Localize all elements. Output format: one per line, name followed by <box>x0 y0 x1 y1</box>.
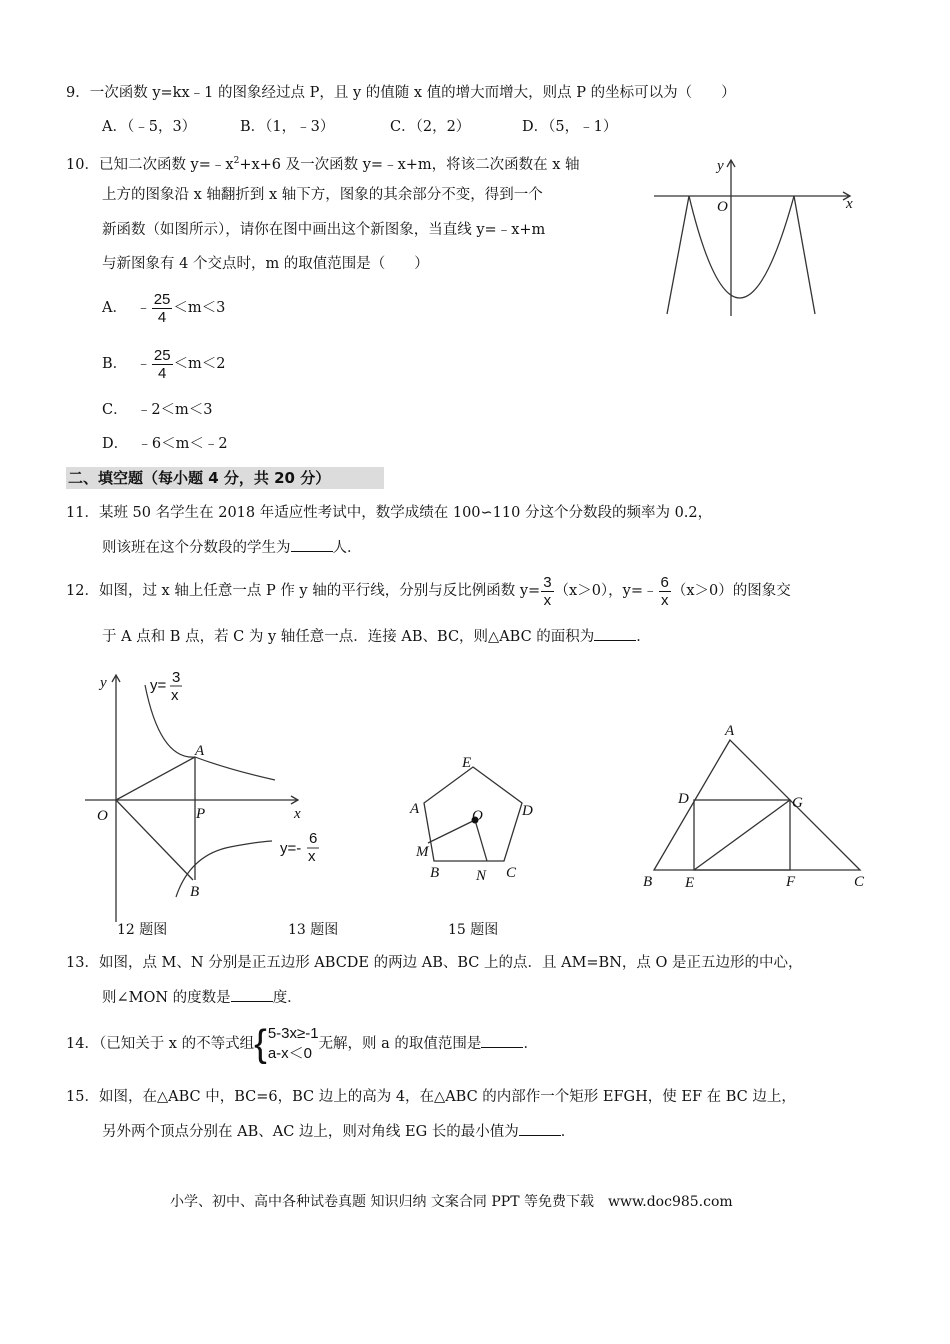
q13-line-2: 则∠MON 的度数是 度． <box>102 987 302 1008</box>
caption-fig12: 12 题图 <box>117 922 168 938</box>
q10-line-2: 上方的图象沿 x 轴翻折到 x 轴下方，图象的其余部分不变，得到一个 <box>102 187 543 203</box>
q13-pentagon-figure <box>400 755 550 885</box>
section-header: 二、填空题（每小题 4 分，共 20 分） <box>66 467 384 489</box>
answer-blank <box>291 537 333 552</box>
svg-text:C: C <box>854 874 865 890</box>
q10-option-a: A． ﹣ $\frac{25}{4}$ ＜m＜3 <box>102 290 226 326</box>
answer-blank <box>481 1033 523 1048</box>
inequality-system: { 5-3x≥-1 a-x＜0 <box>254 1023 319 1065</box>
svg-text:D: D <box>522 803 533 819</box>
page-footer: 小学、初中、高中各种试卷真题 知识归纳 文案合同 PPT 等免费下载 www.doc985.com <box>170 1194 733 1210</box>
fraction: $\frac{25}{4}$ <box>153 290 171 326</box>
q15-line-1: 15．如图，在△ABC 中，BC=6，BC 边上的高为 4，在△ABC 的内部作一个矩形 EFGH，使 EF 在 BC 边上， <box>66 1089 796 1105</box>
q10-option-b: B． ﹣ $\frac{25}{4}$ ＜m＜2 <box>102 346 226 382</box>
svg-text:y: y <box>717 158 724 174</box>
svg-text:x: x <box>846 196 853 212</box>
svg-text:B: B <box>430 865 440 881</box>
svg-text:A: A <box>725 723 735 739</box>
caption-fig13: 13 题图 <box>288 922 339 938</box>
svg-text:P: P <box>196 806 206 822</box>
svg-text:G: G <box>792 795 803 811</box>
q10-parabola-figure <box>640 150 870 320</box>
svg-text:O: O <box>472 808 483 824</box>
q9-stem: 9．一次函数 y=kx﹣1 的图象经过点 P，且 y 的值随 x 值的增大而增大，则点 P 的坐标可以为（ ） <box>66 85 736 101</box>
q9-option-d: D．（5，﹣1） <box>522 119 618 135</box>
answer-blank <box>594 626 636 641</box>
q9-option-c: C．（2，2） <box>390 119 471 135</box>
fraction: $\frac{3}{x}$ <box>543 573 552 609</box>
svg-text:O: O <box>717 199 728 215</box>
svg-text:B: B <box>190 884 200 900</box>
q11-line-1: 11．某班 50 名学生在 2018 年适应性考试中，数学成绩在 100∽110 分这个分数段的频率为 0.2， <box>66 505 713 521</box>
svg-text:6: 6 <box>309 830 318 847</box>
fraction: $\frac{6}{x}$ <box>660 573 669 609</box>
brace-icon: { <box>254 1023 267 1065</box>
q13-line-1: 13．如图，点 M、N 分别是正五边形 ABCDE 的两边 AB、BC 上的点．且 AM=BN，点 O 是正五边形的中心， <box>66 955 803 971</box>
q9-option-b: B．（1，﹣3） <box>240 119 335 135</box>
svg-text:N: N <box>476 868 487 884</box>
svg-text:y=: y= <box>150 677 167 694</box>
svg-text:C: C <box>506 865 517 881</box>
svg-text:D: D <box>678 791 689 807</box>
q9-option-a: A．（﹣5，3） <box>102 119 197 135</box>
q12-line-2: 于 A 点和 B 点，若 C 为 y 轴任意一点．连接 AB、BC，则△ABC 的面积为 ． <box>102 626 651 647</box>
caption-fig15: 15 题图 <box>448 922 499 938</box>
q15-triangle-figure <box>640 720 880 895</box>
q14-line: 14．（已知关于 x 的不等式组 { 5-3x≥-1 a-x＜0 无解，则 a 的取值范围是 ． <box>66 1023 538 1065</box>
svg-text:3: 3 <box>172 669 181 686</box>
svg-text:B: B <box>643 874 653 890</box>
q10-option-c: C． ﹣2＜m＜3 <box>102 402 213 418</box>
fraction: $\frac{25}{4}$ <box>153 346 171 382</box>
answer-blank <box>231 987 273 1002</box>
q12-hyperbola-figure <box>80 660 340 930</box>
svg-text:x: x <box>171 687 179 704</box>
svg-text:x: x <box>308 848 316 865</box>
q10-line-3: 新函数（如图所示），请你在图中画出这个新图象，当直线 y=﹣x+m <box>102 222 546 238</box>
svg-text:A: A <box>410 801 420 817</box>
svg-text:y=-: y=- <box>280 840 302 857</box>
svg-text:F: F <box>786 874 796 890</box>
svg-text:x: x <box>294 806 301 822</box>
svg-text:O: O <box>97 808 108 824</box>
q12-line-1: 12．如图，过 x 轴上任意一点 P 作 y 轴的平行线，分别与反比例函数 y= $\frac{3}{x}$ （x＞0），y=﹣ $\frac{6}{x}$ （x＞0）的图象交 <box>66 573 791 609</box>
q10-line-1: 10．已知二次函数 $y=﹣x^2+x+6$ 及一次函数 y=﹣x+m，将该二次函数在 x 轴 <box>66 156 580 173</box>
svg-text:E: E <box>685 875 695 891</box>
q15-line-2: 另外两个顶点分别在 AB、AC 边上，则对角线 EG 长的最小值为 ． <box>102 1121 575 1142</box>
svg-text:A: A <box>195 743 205 759</box>
q10-option-d: D． ﹣6＜m＜﹣2 <box>102 436 228 452</box>
q11-line-2: 则该班在这个分数段的学生为 人． <box>102 537 362 558</box>
answer-blank <box>519 1121 561 1136</box>
q10-line-4: 与新图象有 4 个交点时，m 的取值范围是（ ） <box>102 256 429 272</box>
svg-text:E: E <box>462 755 472 771</box>
svg-text:y: y <box>100 675 107 691</box>
svg-text:M: M <box>416 844 429 860</box>
